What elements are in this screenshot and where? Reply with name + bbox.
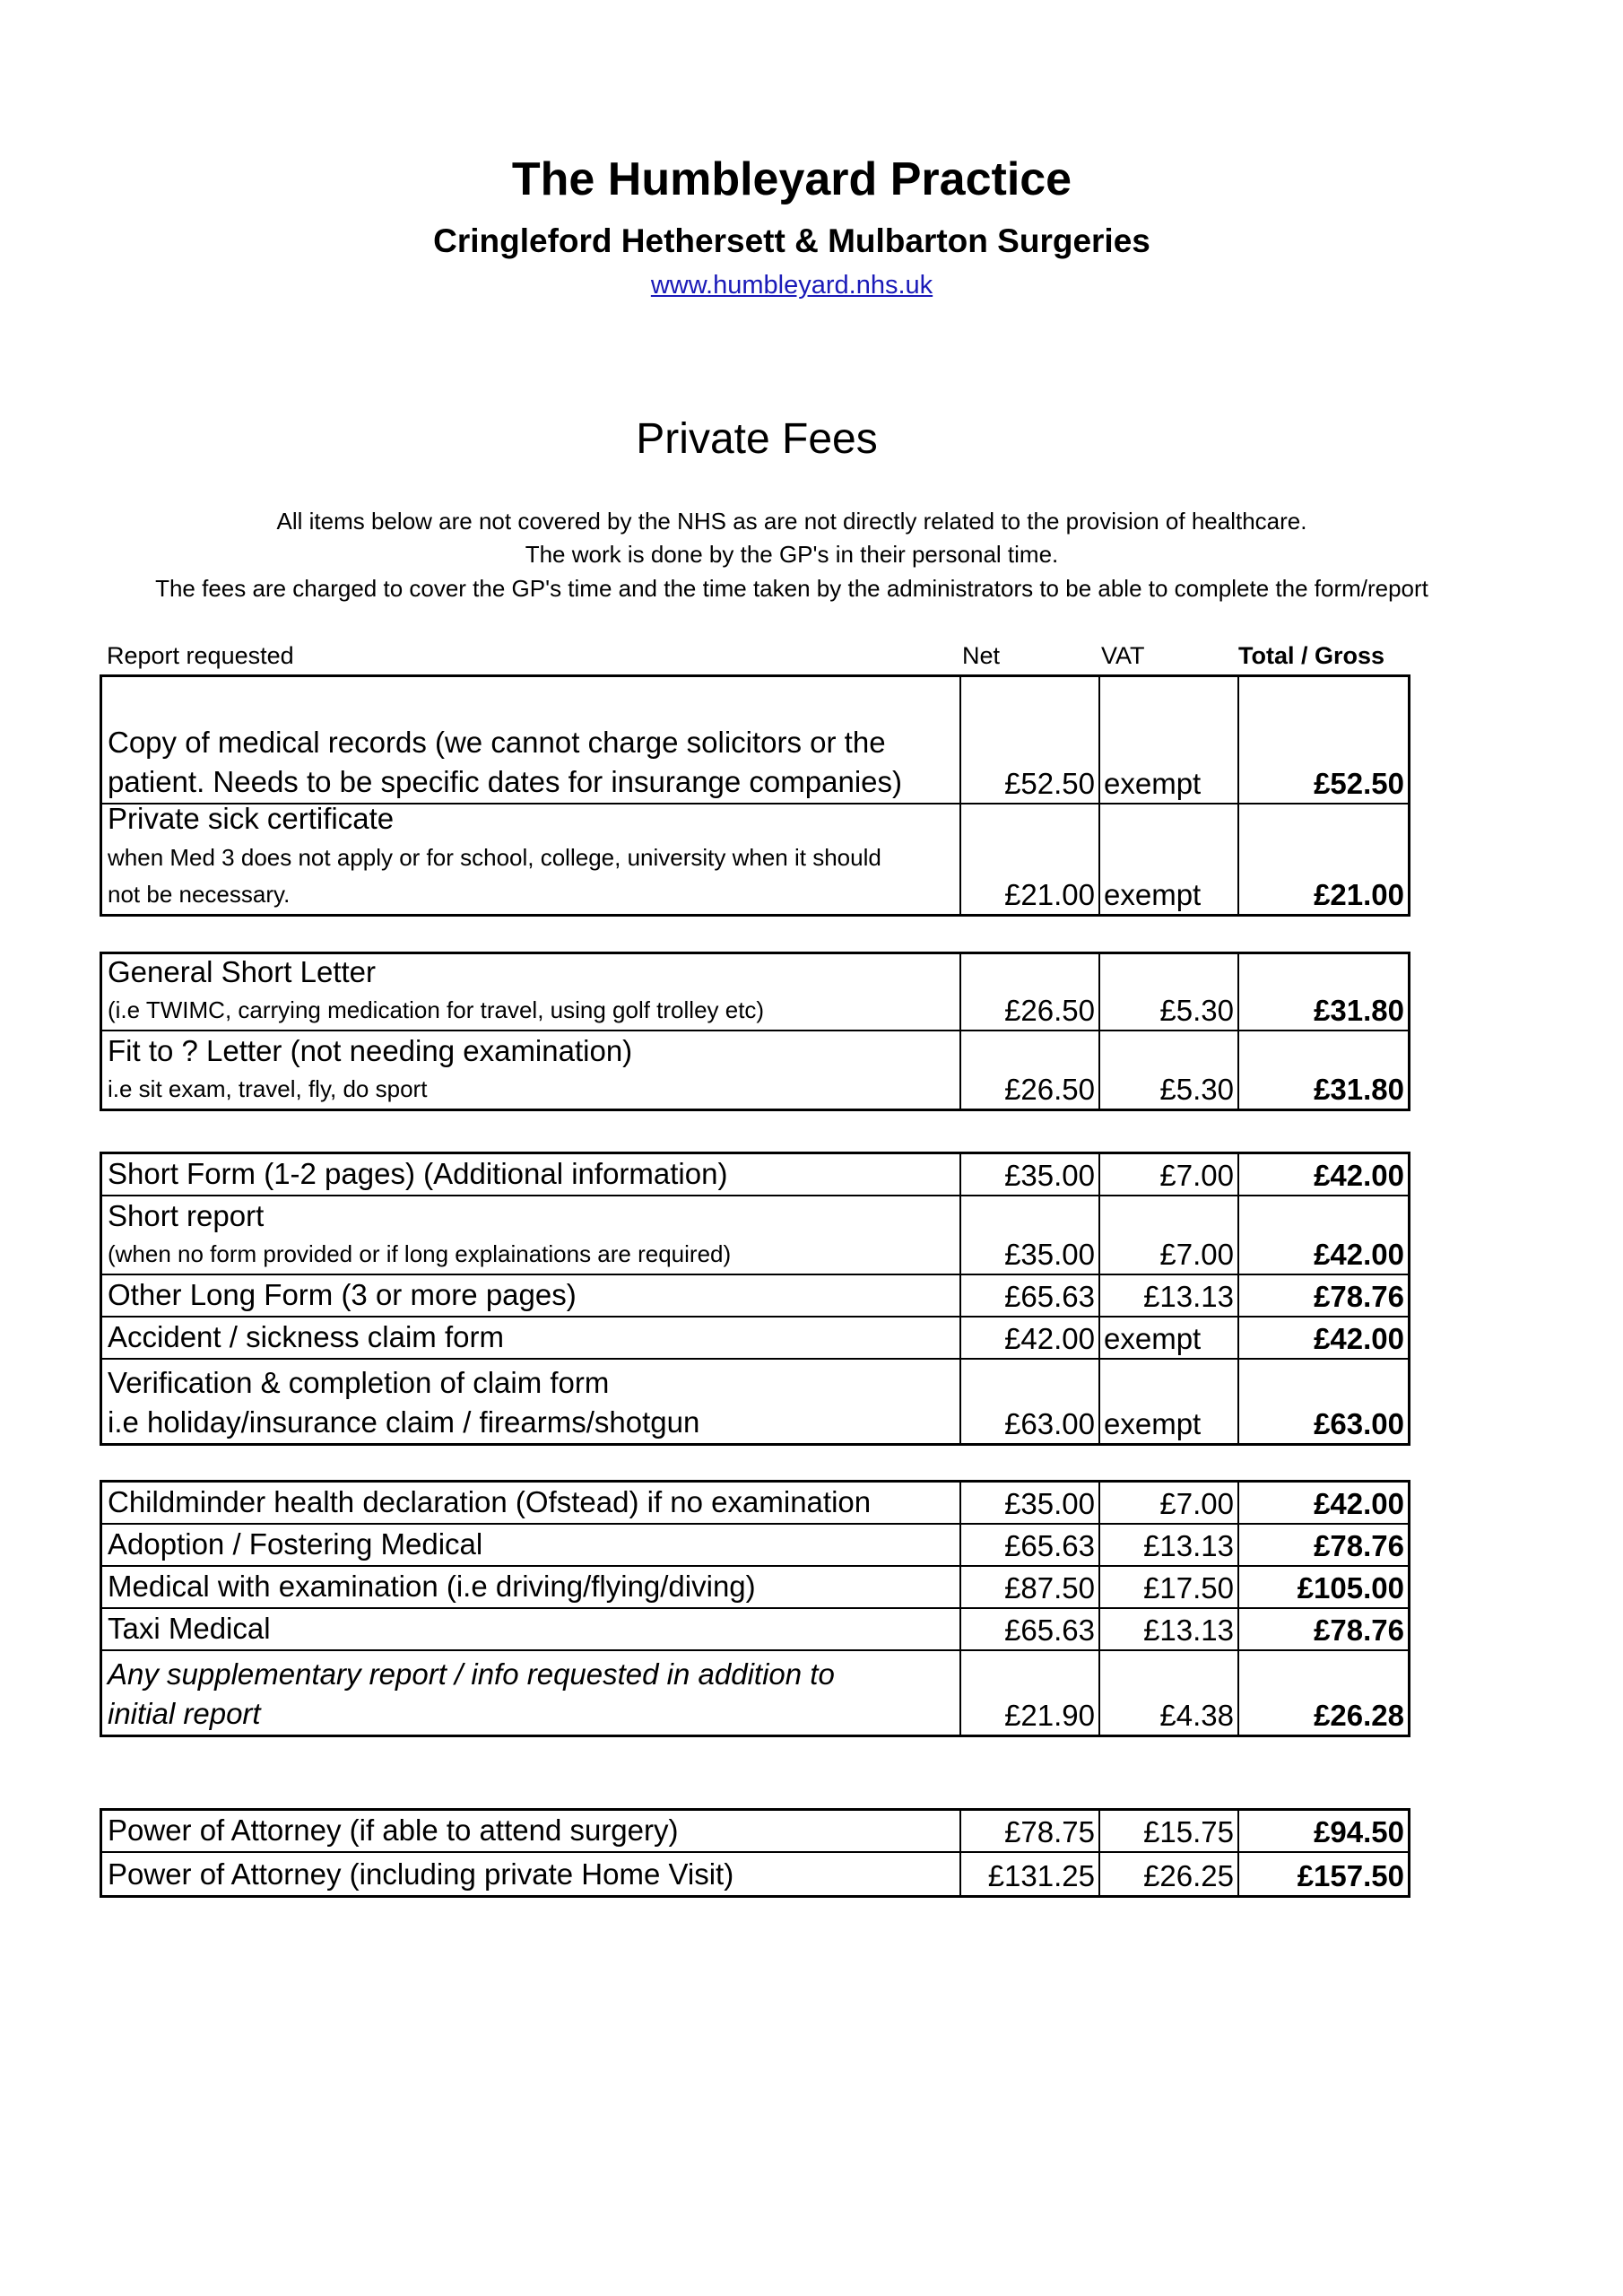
fee-title-cont: initial report <box>108 1697 261 1731</box>
fee-row-verification <box>102 1360 1408 1443</box>
total-cell: £78.76 <box>1314 1613 1404 1647</box>
column-header-vat: VAT <box>1101 642 1145 669</box>
fee-description <box>102 677 961 803</box>
fee-description <box>102 1811 961 1851</box>
fee-row-taxi <box>102 1609 1408 1651</box>
fee-row-short-letter <box>102 954 1408 1031</box>
total-cell: £42.00 <box>1314 1159 1404 1192</box>
surgeries-subtitle: Cringleford Hethersett & Mulbarton Surgeries <box>433 222 1150 259</box>
net-cell: £42.00 <box>961 1318 1100 1358</box>
fee-title: Private sick certificate <box>108 802 395 836</box>
total-cell: £78.76 <box>1314 1529 1404 1562</box>
net-cell: £52.50 <box>961 677 1100 803</box>
intro-line-2: The work is done by the GP's in their personal time. <box>525 541 1059 568</box>
total-cell: £52.50 <box>1314 767 1404 800</box>
fee-group-forms <box>100 1152 1410 1446</box>
fee-note: i.e sit exam, travel, fly, do sport <box>108 1075 428 1103</box>
fee-description <box>102 1567 961 1607</box>
fee-row-sick-certificate <box>102 804 1408 914</box>
fee-row-fit-letter <box>102 1031 1408 1109</box>
vat-cell: £26.25 <box>1100 1853 1239 1895</box>
column-header-total: Total / Gross <box>1238 642 1385 669</box>
net-cell: £35.00 <box>961 1154 1100 1195</box>
fee-description <box>102 1196 961 1274</box>
fee-note: (when no form provided or if long explainations are required) <box>108 1240 732 1268</box>
vat-cell: £7.00 <box>1100 1196 1239 1274</box>
total-cell: £78.76 <box>1314 1280 1404 1313</box>
fee-description <box>102 1031 961 1109</box>
page-title: Private Fees <box>636 415 878 463</box>
fee-title-cont: i.e holiday/insurance claim / firearms/shotgun <box>108 1405 700 1439</box>
fee-group-records <box>100 674 1410 917</box>
fee-row-long-form <box>102 1275 1408 1318</box>
fee-title: Verification & completion of claim form <box>108 1365 610 1399</box>
fee-description <box>102 804 961 914</box>
fee-row-short-report <box>102 1196 1408 1275</box>
fee-note-cont: not be necessary. <box>108 881 291 909</box>
total-cell: £42.00 <box>1314 1487 1404 1520</box>
vat-cell: exempt <box>1100 677 1239 803</box>
website-link[interactable]: www.humbleyard.nhs.uk <box>650 271 933 300</box>
fee-row-attorney-home <box>102 1853 1408 1895</box>
fee-title: Power of Attorney (if able to attend surgery) <box>108 1813 679 1848</box>
fee-description <box>102 1651 961 1735</box>
fee-title: Medical with examination (i.e driving/flying/diving) <box>108 1570 756 1604</box>
vat-cell: exempt <box>1100 804 1239 914</box>
fee-row-childminder <box>102 1483 1408 1525</box>
net-cell: £87.50 <box>961 1567 1100 1607</box>
fee-title: Power of Attorney (including private Home Visit) <box>108 1857 734 1892</box>
fee-title: Fit to ? Letter (not needing examination) <box>108 1033 633 1067</box>
net-cell: £26.50 <box>961 954 1100 1030</box>
fee-description <box>102 1853 961 1895</box>
net-cell: £65.63 <box>961 1525 1100 1565</box>
total-cell: £42.00 <box>1314 1238 1404 1271</box>
fee-title: Any supplementary report / info requested in addition to <box>108 1657 835 1691</box>
total-cell: £21.00 <box>1314 878 1404 911</box>
fee-group-attorney <box>100 1808 1410 1898</box>
fee-title: Short Form (1-2 pages) (Additional information) <box>108 1157 728 1191</box>
fee-description <box>102 1275 961 1316</box>
vat-cell: £7.00 <box>1100 1154 1239 1195</box>
fee-group-letters <box>100 952 1410 1111</box>
total-cell: £94.50 <box>1314 1815 1404 1848</box>
fee-row-medical-records <box>102 677 1408 804</box>
total-cell: £31.80 <box>1314 1073 1404 1106</box>
net-cell: £35.00 <box>961 1196 1100 1274</box>
fee-description <box>102 1525 961 1565</box>
net-cell: £26.50 <box>961 1031 1100 1109</box>
fee-row-supplementary <box>102 1651 1408 1735</box>
fee-title: Adoption / Fostering Medical <box>108 1527 483 1561</box>
vat-cell: £5.30 <box>1100 1031 1239 1109</box>
vat-cell: £13.13 <box>1100 1609 1239 1649</box>
net-cell: £63.00 <box>961 1360 1100 1443</box>
total-cell: £26.28 <box>1314 1699 1404 1732</box>
net-cell: £65.63 <box>961 1609 1100 1649</box>
vat-cell: £4.38 <box>1100 1651 1239 1735</box>
practice-name: The Humbleyard Practice <box>511 153 1072 205</box>
fee-description <box>102 1154 961 1195</box>
vat-cell: £13.13 <box>1100 1525 1239 1565</box>
vat-cell: £13.13 <box>1100 1275 1239 1316</box>
total-cell: £63.00 <box>1314 1407 1404 1440</box>
fee-title: General Short Letter <box>108 954 376 988</box>
fee-description <box>102 954 961 1030</box>
fee-row-attorney-surgery <box>102 1811 1408 1853</box>
intro-line-3: The fees are charged to cover the GP's time and the time taken by the administrators to be able to complete the form/report <box>155 575 1428 602</box>
fee-row-short-form <box>102 1154 1408 1196</box>
total-cell: £31.80 <box>1314 994 1404 1027</box>
net-cell: £21.00 <box>961 804 1100 914</box>
fee-title: Copy of medical records (we cannot charge solicitors or the <box>108 725 886 759</box>
fee-description <box>102 1609 961 1649</box>
fee-title: Other Long Form (3 or more pages) <box>108 1278 577 1312</box>
fee-title: Taxi Medical <box>108 1612 271 1646</box>
net-cell: £21.90 <box>961 1651 1100 1735</box>
vat-cell: exempt <box>1100 1360 1239 1443</box>
fee-note: (i.e TWIMC, carrying medication for travel, using golf trolley etc) <box>108 996 765 1024</box>
fee-row-adoption <box>102 1525 1408 1567</box>
total-cell: £105.00 <box>1297 1571 1404 1605</box>
vat-cell: £5.30 <box>1100 954 1239 1030</box>
net-cell: £35.00 <box>961 1483 1100 1523</box>
fee-title-cont: patient. Needs to be specific dates for insurange companies) <box>108 765 903 799</box>
column-header-item: Report requested <box>107 642 294 669</box>
fee-group-medicals <box>100 1480 1410 1737</box>
fee-note: when Med 3 does not apply or for school, college, university when it should <box>108 843 881 871</box>
fee-title: Short report <box>108 1198 265 1232</box>
net-cell: £78.75 <box>961 1811 1100 1851</box>
fee-row-claim-form <box>102 1318 1408 1360</box>
vat-cell: £7.00 <box>1100 1483 1239 1523</box>
intro-line-1: All items below are not covered by the NHS as are not directly related to the provision of healthcare. <box>276 508 1307 535</box>
total-cell: £157.50 <box>1297 1859 1404 1892</box>
net-cell: £65.63 <box>961 1275 1100 1316</box>
fee-description <box>102 1360 961 1443</box>
fee-description <box>102 1483 961 1523</box>
net-cell: £131.25 <box>961 1853 1100 1895</box>
fee-description <box>102 1318 961 1358</box>
vat-cell: exempt <box>1100 1318 1239 1358</box>
column-header-net: Net <box>962 642 1001 669</box>
vat-cell: £15.75 <box>1100 1811 1239 1851</box>
fee-title: Childminder health declaration (Ofstead) if no examination <box>108 1485 872 1519</box>
fee-row-medical-exam <box>102 1567 1408 1609</box>
fee-title: Accident / sickness claim form <box>108 1320 504 1354</box>
vat-cell: £17.50 <box>1100 1567 1239 1607</box>
total-cell: £42.00 <box>1314 1322 1404 1355</box>
